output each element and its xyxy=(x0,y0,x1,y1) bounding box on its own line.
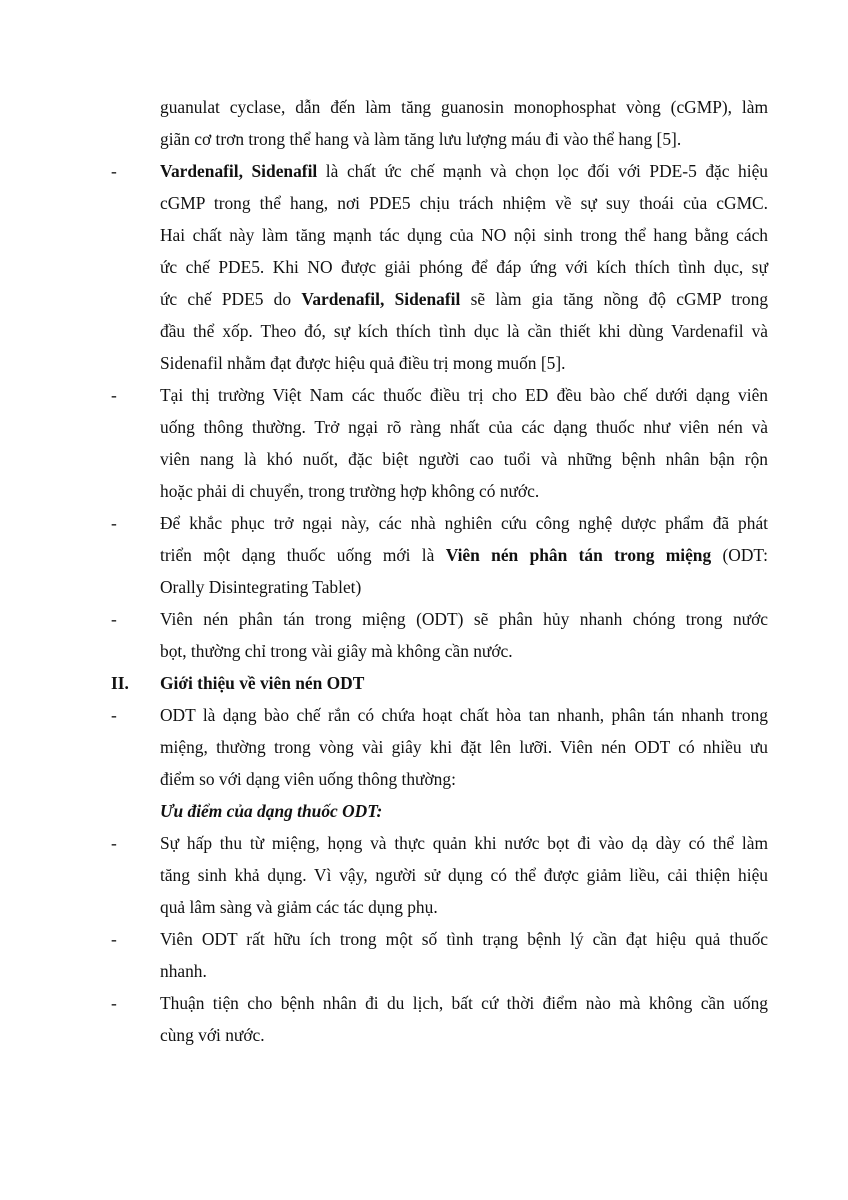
text-line xyxy=(160,961,768,981)
text-segment: viên nang là khó nuốt, đặc biệt người cao tuổi và những bệnh nhân bận rộn xyxy=(160,449,768,469)
text-line xyxy=(160,737,768,757)
text-line xyxy=(160,641,768,661)
text-segment: quả lâm sàng và giảm các tác dụng phụ. xyxy=(160,897,438,917)
text-line xyxy=(160,257,768,277)
text-segment: ức chế PDE5 do xyxy=(160,289,302,309)
text-segment: ODT là dạng bào chế rắn có chứa hoạt chất hòa tan nhanh, phân tán nhanh trong xyxy=(160,705,768,725)
bullet-dash: - xyxy=(111,609,117,629)
bullet-dash: - xyxy=(111,993,117,1013)
text-segment: guanulat cyclase, dẫn đến làm tăng guanosin monophosphat vòng (cGMP), làm xyxy=(160,97,768,117)
section-heading xyxy=(160,673,768,693)
text-segment: nhanh. xyxy=(160,961,207,981)
text-segment: Thuận tiện cho bệnh nhân đi du lịch, bất cứ thời điểm nào mà không cần uống xyxy=(160,993,768,1013)
text-line xyxy=(160,417,768,437)
text-segment: triển một dạng thuốc uống mới là xyxy=(160,545,446,565)
text-line xyxy=(160,289,768,309)
text-line xyxy=(160,769,768,789)
bullet-dash: - xyxy=(111,161,117,181)
text-segment: Để khắc phục trở ngại này, các nhà nghiên cứu công nghệ dược phẩm đã phát xyxy=(160,513,768,533)
text-segment: Hai chất này làm tăng mạnh tác dụng của NO nội sinh trong thể hang bằng cách xyxy=(160,225,768,245)
text-segment: Tại thị trường Việt Nam các thuốc điều trị cho ED đều bào chế dưới dạng viên xyxy=(160,385,768,405)
text-line xyxy=(160,577,768,597)
text-segment: Viên nén phân tán trong miệng xyxy=(445,545,712,565)
text-line xyxy=(160,897,768,917)
bullet-dash: - xyxy=(111,833,117,853)
text-line xyxy=(160,193,768,213)
text-segment: là chất ức chế mạnh và chọn lọc đối với PDE-5 đặc hiệu xyxy=(317,161,768,181)
text-segment: Viên ODT rất hữu ích trong một số tình trạng bệnh lý cần đạt hiệu quả thuốc xyxy=(160,929,768,949)
text-segment: tăng sinh khả dụng. Vì vậy, người sử dụng có thể được giảm liều, cải thiện hiệu xyxy=(160,865,768,885)
text-line xyxy=(160,1025,768,1045)
text-line xyxy=(160,705,768,725)
text-line xyxy=(160,321,768,341)
text-segment: Ưu điểm của dạng thuốc ODT: xyxy=(160,801,383,821)
text-line xyxy=(160,801,768,821)
text-segment: đầu thể xốp. Theo đó, sự kích thích tình dục là cần thiết khi dùng Vardenafil và xyxy=(160,321,768,341)
text-line xyxy=(160,993,768,1013)
text-segment: cGMP trong thể hang, nơi PDE5 chịu trách nhiệm về sự suy thoái của cGMC. xyxy=(160,193,768,213)
text-segment: điểm so với dạng viên uống thông thường: xyxy=(160,769,456,789)
text-line xyxy=(160,865,768,885)
text-line xyxy=(160,833,768,853)
text-segment: Sự hấp thu từ miệng, họng và thực quản khi nước bọt đi vào dạ dày có thể làm xyxy=(160,833,768,853)
text-line xyxy=(160,481,768,501)
bullet-dash: - xyxy=(111,929,117,949)
text-segment: giãn cơ trơn trong thể hang và làm tăng lưu lượng máu đi vào thể hang [5]. xyxy=(160,129,682,149)
text-line xyxy=(160,97,768,117)
text-line xyxy=(160,929,768,949)
text-line xyxy=(160,449,768,469)
text-segment: miệng, thường trong vòng vài giây khi đặt lên lưỡi. Viên nén ODT có nhiều ưu xyxy=(160,737,768,757)
text-line xyxy=(160,161,768,181)
text-segment: hoặc phải di chuyển, trong trường hợp không có nước. xyxy=(160,481,540,501)
text-line xyxy=(160,545,768,565)
text-segment: Sidenafil nhằm đạt được hiệu quả điều trị mong muốn [5]. xyxy=(160,353,566,373)
text-segment: cùng với nước. xyxy=(160,1025,265,1045)
text-segment: bọt, thường chỉ trong vài giây mà không cần nước. xyxy=(160,641,513,661)
text-segment: Orally Disintegrating Tablet) xyxy=(160,577,362,597)
text-segment: Viên nén phân tán trong miệng (ODT) sẽ phân hủy nhanh chóng trong nước xyxy=(160,609,768,629)
text-line xyxy=(160,513,768,533)
text-segment: sẽ làm gia tăng nồng độ cGMP trong xyxy=(460,289,769,309)
bullet-dash: - xyxy=(111,705,117,725)
text-segment: (ODT: xyxy=(711,545,768,565)
text-segment: Vardenafil, Sidenafil xyxy=(301,289,461,309)
text-segment: ức chế PDE5. Khi NO được giải phóng để đáp ứng với kích thích tình dục, sự xyxy=(160,257,768,277)
section-number: II. xyxy=(111,673,129,693)
text-line xyxy=(160,609,768,629)
bullet-dash: - xyxy=(111,513,117,533)
text-line xyxy=(160,225,768,245)
text-segment: Vardenafil, Sidenafil xyxy=(160,161,318,181)
text-line xyxy=(160,353,768,373)
text-line xyxy=(160,129,768,149)
text-line xyxy=(160,385,768,405)
text-segment: uống thông thường. Trở ngại rõ ràng nhất của các dạng thuốc như viên nén và xyxy=(160,417,768,437)
text-segment: Giới thiệu về viên nén ODT xyxy=(160,673,365,693)
bullet-dash: - xyxy=(111,385,117,405)
